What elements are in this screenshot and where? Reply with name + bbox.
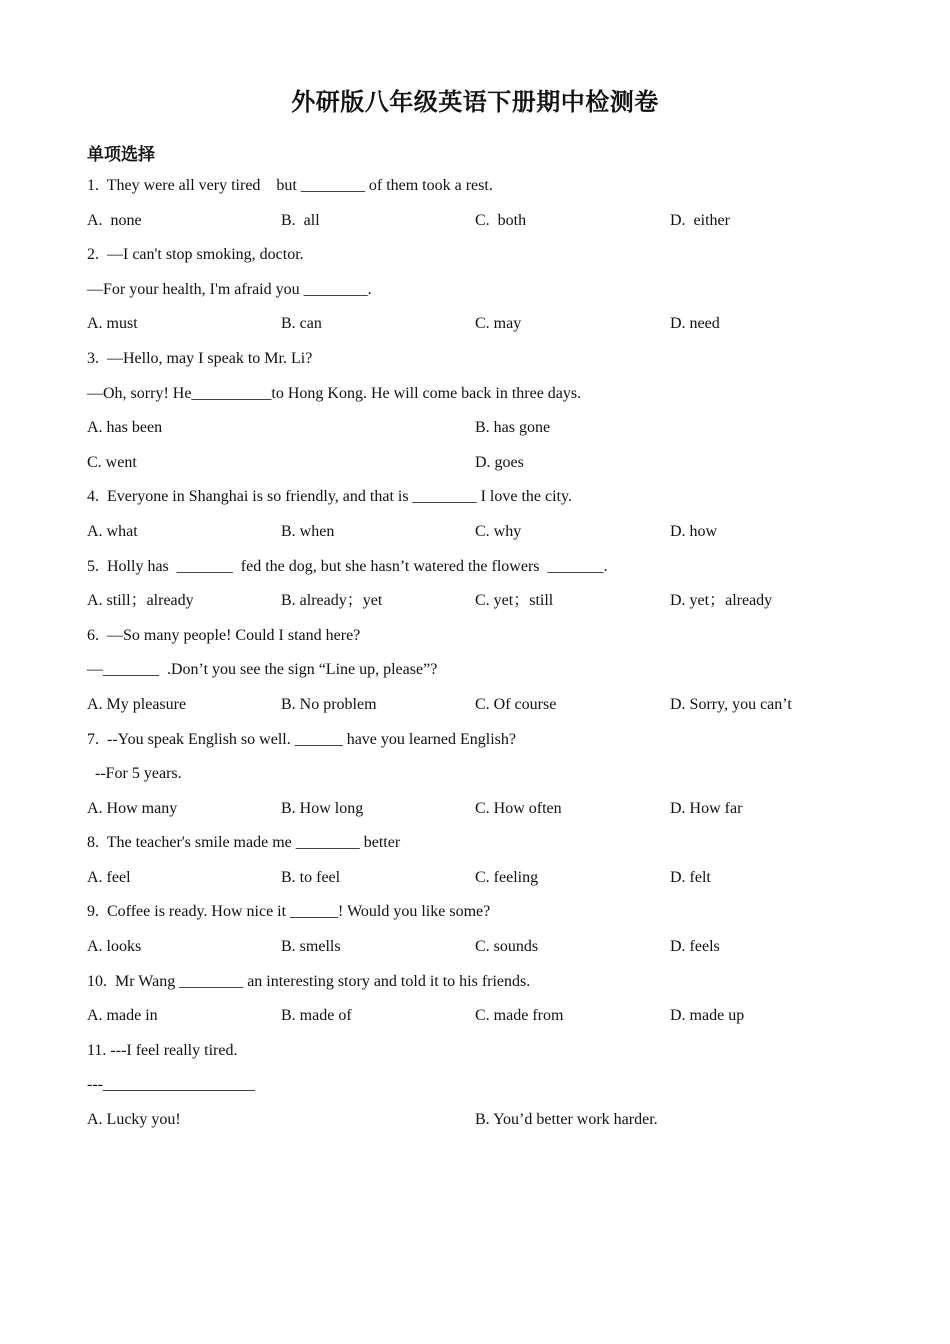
question-5-options <box>87 588 867 623</box>
question-8-stem: 8. The teacher's smile made me ________ better <box>87 834 401 852</box>
option-c: C. made from <box>475 1007 564 1025</box>
option-b: B. smells <box>281 938 341 956</box>
option-d: D. feels <box>670 938 720 956</box>
option-a: A. feel <box>87 868 131 886</box>
question-4-stem: 4. Everyone in Shanghai is so friendly, and that is ________ I love the city. <box>87 488 572 506</box>
option-c: C. feeling <box>475 868 539 886</box>
option-d: D. goes <box>475 453 524 471</box>
question-7-options <box>87 796 867 831</box>
section-heading: 单项选择 <box>87 145 155 165</box>
option-d: D. made up <box>670 1007 745 1025</box>
question-5-stem: 5. Holly has _______ fed the dog, but she hasn’t watered the flowers _______. <box>87 557 608 575</box>
option-a: A. what <box>87 522 138 540</box>
option-b: B. can <box>281 315 322 333</box>
option-c: C. Of course <box>475 695 557 713</box>
option-b: B. all <box>281 211 320 229</box>
question-10-stem: 10. Mr Wang ________ an interesting story and told it to his friends. <box>87 972 531 990</box>
question-2-stem: 2. —I can't stop smoking, doctor. <box>87 246 304 264</box>
option-a: A. made in <box>87 1007 158 1025</box>
option-d: D. how <box>670 522 718 540</box>
option-a: A. has been <box>87 419 163 437</box>
question-6-line2: —_______ .Don’t you see the sign “Line up, please”? <box>87 661 438 679</box>
option-d: D. either <box>670 211 730 229</box>
option-d: D. need <box>670 315 720 333</box>
question-3-options-row1 <box>87 415 867 450</box>
option-b: B. made of <box>281 1007 352 1025</box>
option-a: A. How many <box>87 799 178 817</box>
option-b: B. when <box>281 522 335 540</box>
question-2-options <box>87 311 867 346</box>
option-d: D. How far <box>670 799 743 817</box>
option-c: C. both <box>475 211 527 229</box>
option-c: C. yet；still <box>475 592 554 610</box>
question-9-stem: 9. Coffee is ready. How nice it ______! Would you like some? <box>87 903 491 921</box>
question-11-stem: 11. ---I feel really tired. <box>87 1041 238 1059</box>
option-d: D. felt <box>670 868 711 886</box>
option-c: C. may <box>475 315 522 333</box>
question-1-stem: 1. They were all very tired but ________ of them took a rest. <box>87 177 493 194</box>
question-4-options <box>87 519 867 554</box>
option-a: A. Lucky you! <box>87 1111 181 1129</box>
option-c: C. went <box>87 453 137 471</box>
option-d: D. yet；already <box>670 592 773 610</box>
question-6-stem: 6. —So many people! Could I stand here? <box>87 626 361 644</box>
question-list <box>87 173 867 1142</box>
option-a: A. none <box>87 211 142 229</box>
question-7-stem: 7. --You speak English so well. ______ have you learned English? <box>87 730 516 748</box>
option-b: B. to feel <box>281 868 341 886</box>
question-3-line2: —Oh, sorry! He__________to Hong Kong. He will come back in three days. <box>87 384 582 402</box>
question-7-line2: --For 5 years. <box>87 765 182 783</box>
option-d: D. Sorry, you can’t <box>670 695 792 713</box>
question-10-options <box>87 1003 867 1038</box>
question-3-stem: 3. —Hello, may I speak to Mr. Li? <box>87 349 313 367</box>
option-c: C. sounds <box>475 938 539 956</box>
option-a: A. still；already <box>87 592 194 610</box>
option-a: A. looks <box>87 938 142 956</box>
question-11-options <box>87 1107 867 1142</box>
question-1-options <box>87 208 867 243</box>
option-c: C. How often <box>475 799 562 817</box>
option-b: B. You’d better work harder. <box>475 1111 658 1129</box>
page-title: 外研版八年级英语下册期中检测卷 <box>291 88 659 116</box>
option-a: A. My pleasure <box>87 695 187 713</box>
question-9-options <box>87 934 867 969</box>
option-b: B. How long <box>281 799 364 817</box>
option-b: B. No problem <box>281 695 377 713</box>
option-b: B. already；yet <box>281 592 383 610</box>
question-2-line2: —For your health, I'm afraid you ________. <box>87 280 372 298</box>
question-11-line2: ---___________________ <box>87 1076 255 1094</box>
question-6-options <box>87 692 867 727</box>
question-3-options-row2 <box>87 450 867 485</box>
option-c: C. why <box>475 522 522 540</box>
option-a: A. must <box>87 315 138 333</box>
option-b: B. has gone <box>475 419 551 437</box>
question-8-options <box>87 865 867 900</box>
